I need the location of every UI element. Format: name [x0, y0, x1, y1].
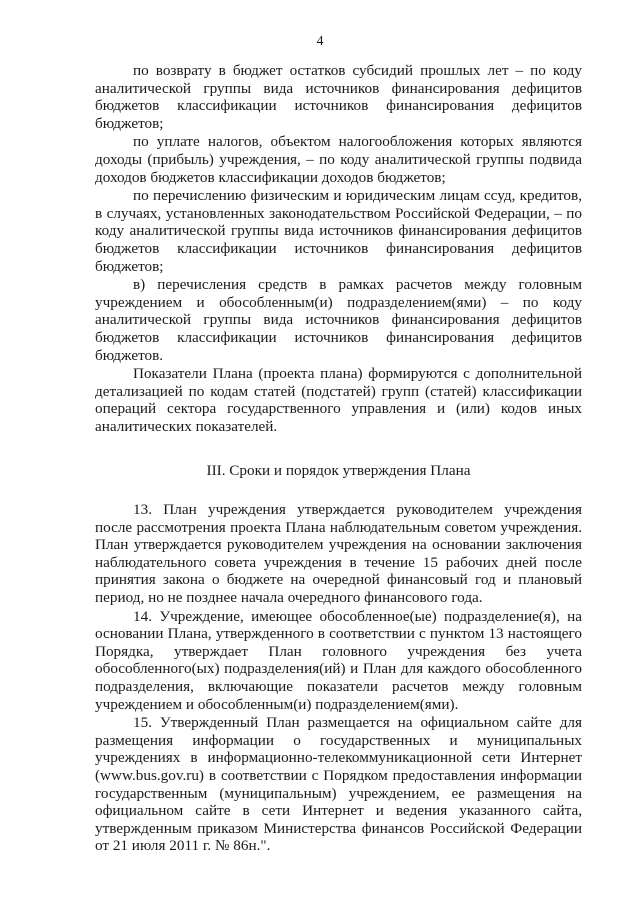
paragraph-subsidy-return: по возврату в бюджет остатков субсидий прошлых лет – по коду аналитической группы вида источников финансирования дефицитов бюджетов классификации источников финансирования дефицитов бюджетов; — [95, 62, 582, 132]
paragraph-loans: по перечислению физическим и юридическим лицам ссуд, кредитов, в случаях, установленных законодательством Российской Федерации, – по коду аналитической группы вида источников финансирования дефицитов бюджетов классификации источников финансирования дефицитов бюджетов; — [95, 187, 582, 275]
paragraph-item-14: 14. Учреждение, имеющее обособленное(ые) подразделение(я), на основании Плана, утвержденного в соответствии с пунктом 13 настоящего Порядка, утверждает План головного учреждения без учета обособленного(ых) подразделения(ий) и План для каждого обособленного подразделения, включающие показатели расчетов между головным учреждением и обособленным(и) подразделением(ями). — [95, 607, 582, 713]
paragraph-item-15: 15. Утвержденный План размещается на официальном сайте для размещения информации о государственных и муниципальных учреждениях в информационно-телекоммуникационной сети Интернет (www.bus.gov.ru) в соответствии с Порядком предоставления информации государственным (муниципальным) учреждением, ее размещения на официальном сайте в сети Интернет и ведения указанного сайта, утвержденным приказом Министерства финансов Российской Федерации от 21 июля 2011 г. № 86н.". — [95, 714, 582, 855]
section-heading: III. Сроки и порядок утверждения Плана — [206, 462, 471, 480]
document-body — [95, 62, 582, 855]
paragraph-item-13: 13. План учреждения утверждается руководителем учреждения после рассмотрения проекта Плана наблюдательным советом учреждения. План утверждается руководителем учреждения на основании заключения наблюдательного совета учреждения в течение 15 рабочих дней после принятия закона о бюджете на очередной финансовый год и плановый период, но не позднее начала очередного финансового года. — [95, 501, 582, 607]
page-number: 4 — [316, 34, 324, 49]
paragraph-transfers: в) перечисления средств в рамках расчетов между головным учреждением и обособленным(и) подразделением(ями) – по коду аналитической группы вида источников финансирования дефицитов бюджетов классификации источников финансирования дефицитов бюджетов. — [95, 276, 582, 364]
paragraph-tax-payment: по уплате налогов, объектом налогообложения которых являются доходы (прибыль) учреждения, – по коду аналитической группы подвида доходов бюджетов классификации доходов бюджетов; — [95, 133, 582, 186]
paragraph-plan-indicators: Показатели Плана (проекта плана) формируются с дополнительной детализацией по кодам статей (подстатей) групп (статей) классификации операций сектора государственного управления и (или) кодов иных аналитических показателей. — [95, 365, 582, 435]
